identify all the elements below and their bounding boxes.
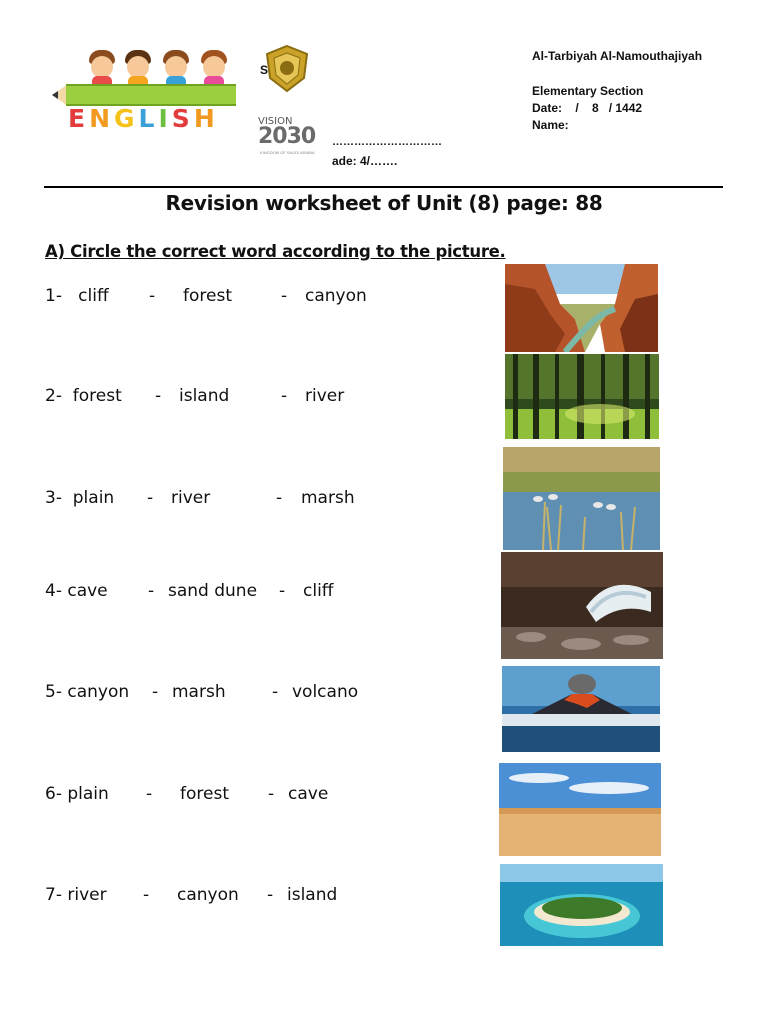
header-divider	[44, 186, 723, 188]
question-row	[45, 885, 338, 1005]
plain-picture	[499, 763, 661, 856]
header-fragment-letter: S	[260, 63, 269, 77]
answer-option[interactable]: marsh	[301, 488, 355, 508]
question-number-option: 7- river	[45, 885, 107, 905]
school-info	[532, 48, 702, 134]
separator: -	[276, 488, 283, 508]
vision-subtitle: KINGDOM OF SAUDI ARABIA	[260, 150, 315, 155]
question-number-option: 1- cliff	[45, 286, 109, 306]
vision-label: VISION	[258, 116, 293, 127]
pencil-illustration	[66, 84, 236, 106]
volcano-picture	[502, 666, 660, 752]
question-number-option: 3- plain	[45, 488, 115, 508]
question-number-option: 4- cave	[45, 581, 108, 601]
question-number-option: 6- plain	[45, 784, 109, 804]
logo-letter: S	[171, 104, 194, 133]
separator: -	[155, 386, 162, 406]
logo-letter: I	[158, 104, 172, 133]
logo-letter: H	[193, 104, 219, 133]
name-blank: …………………………	[332, 136, 442, 148]
separator: -	[281, 386, 288, 406]
school-emblem-icon	[262, 44, 312, 94]
separator: -	[152, 682, 159, 702]
answer-option[interactable]: marsh	[172, 682, 226, 702]
question-number-option: 2- forest	[45, 386, 122, 406]
vision-number: 2030	[258, 124, 316, 149]
separator: -	[267, 885, 274, 905]
forest-picture	[505, 354, 659, 439]
logo-letter: E	[68, 104, 90, 133]
answer-option[interactable]: river	[305, 386, 345, 406]
answer-option[interactable]: forest	[180, 784, 229, 804]
answer-option[interactable]: sand dune	[168, 581, 258, 601]
english-logo	[52, 44, 240, 136]
answer-option[interactable]: canyon	[177, 885, 239, 905]
child-illustration	[198, 50, 230, 86]
child-illustration	[86, 50, 118, 86]
date-line: Date: / 8 / 1442	[532, 101, 643, 115]
answer-option[interactable]: river	[171, 488, 211, 508]
question-number-option: 5- canyon	[45, 682, 130, 702]
cave-picture	[501, 552, 663, 659]
child-illustration	[160, 50, 192, 86]
answer-option[interactable]: volcano	[292, 682, 359, 702]
answer-option[interactable]: island	[179, 386, 230, 406]
answer-option[interactable]: cliff	[303, 581, 334, 601]
separator: -	[146, 784, 153, 804]
worksheet-title: Revision worksheet of Unit (8) page: 88	[165, 191, 603, 215]
separator: -	[279, 581, 286, 601]
marsh-picture	[503, 447, 660, 550]
logo-letter: L	[138, 104, 159, 133]
logo-letter: N	[89, 104, 115, 133]
english-logo-text	[68, 104, 219, 133]
island-picture	[500, 864, 663, 946]
separator: -	[143, 885, 150, 905]
separator: -	[272, 682, 279, 702]
answer-option[interactable]: island	[287, 885, 338, 905]
section-label: Elementary Section	[532, 84, 644, 98]
child-illustration	[122, 50, 154, 86]
separator: -	[148, 581, 155, 601]
grade-line: ade: 4/…….	[332, 154, 398, 168]
instruction-heading: A) Circle the correct word according to the picture.	[45, 242, 506, 261]
answer-option[interactable]: canyon	[305, 286, 367, 306]
answer-option[interactable]: cave	[288, 784, 329, 804]
school-name: Al-Tarbiyah Al-Namouthajiyah	[532, 49, 703, 63]
vision-2030-logo	[250, 110, 330, 166]
logo-letter: G	[114, 104, 139, 133]
answer-option[interactable]: forest	[183, 286, 232, 306]
separator: -	[268, 784, 275, 804]
separator: -	[149, 286, 156, 306]
canyon-picture	[505, 264, 658, 352]
name-label: Name:	[532, 118, 569, 132]
separator: -	[147, 488, 154, 508]
separator: -	[281, 286, 288, 306]
